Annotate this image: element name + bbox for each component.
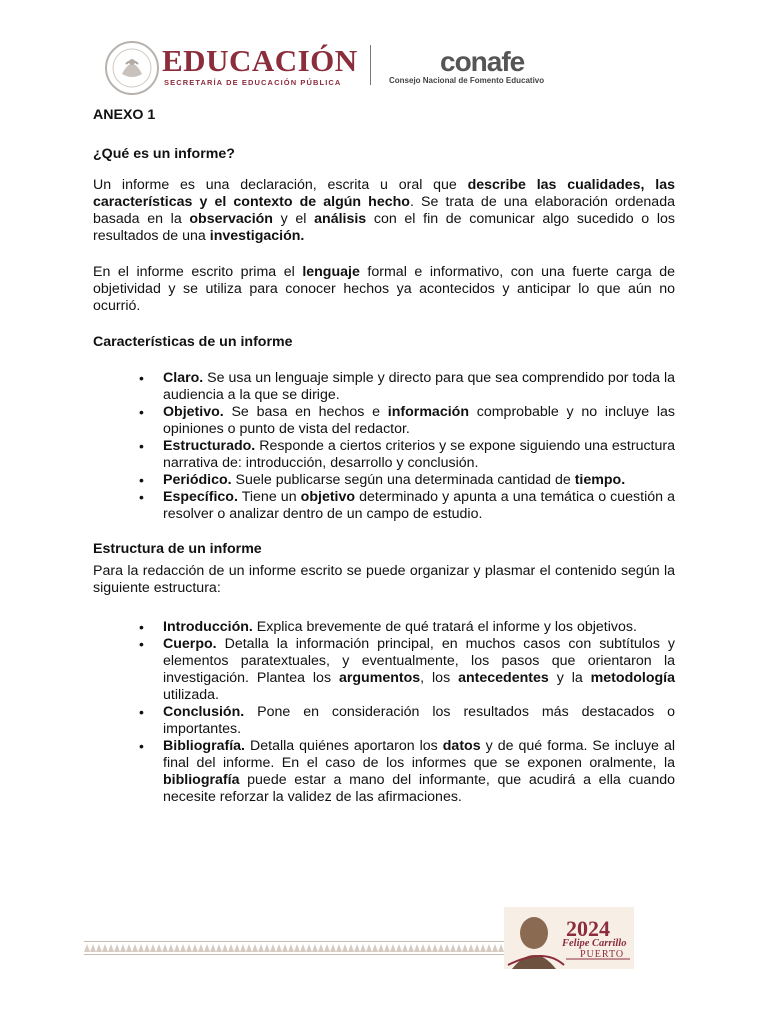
characteristics-list <box>93 370 675 523</box>
list-item: • Cuerpo. Detalla la información principal, en muchos casos con subtítulos y elementos paratextuales, y eventualmente, los pasos que orientaron la investigación. Plantea los argumentos, los antecedentes y la metodología utilizada. <box>163 636 675 704</box>
list-item: • Claro. Se usa un lenguaje simple y directo para que sea comprendido por toda la audiencia a la que se dirige. <box>163 370 675 404</box>
sep-subtitle: SECRETARÍA DE EDUCACIÓN PÚBLICA <box>164 78 342 87</box>
emblem-name: Felipe Carrillo <box>562 938 627 949</box>
conafe-logo-text: conafe <box>440 47 525 75</box>
annex-title: ANEXO 1 <box>93 107 156 123</box>
list-item: • Estructurado. Responde a ciertos criterios y se expone siguiendo una estructura narrativa de: introducción, desarrollo y conclusión. <box>163 438 675 472</box>
page-header <box>0 0 768 110</box>
list-item: • Introducción. Explica brevemente de qué tratará el informe y los objetivos. <box>163 619 675 636</box>
paragraph-language: En el informe escrito prima el lenguaje formal e informativo, con una fuerte carga de objetividad y se utiliza para conocer hechos ya acontecidos y anticipar lo que aún no ocurrió. <box>93 264 675 314</box>
list-item: • Conclusión. Pone en consideración los resultados más destacados o importantes. <box>163 704 675 738</box>
footer-decorative-band <box>84 938 504 958</box>
conafe-subtitle: Consejo Nacional de Fomento Educativo <box>389 76 545 85</box>
list-item: • Objetivo. Se basa en hechos e información comprobable y no incluye las opiniones o punto de vista del redactor. <box>163 404 675 438</box>
question-heading: ¿Qué es un informe? <box>93 146 235 162</box>
document-body <box>93 107 675 824</box>
structure-heading: Estructura de un informe <box>93 541 262 557</box>
list-item: • Específico. Tiene un objetivo determinado y apunta a una temática o cuestión a resolver o analizar dentro de un campo de estudio. <box>163 489 675 523</box>
educacion-title: EDUCACIÓN <box>162 43 358 78</box>
list-item: • Bibliografía. Detalla quiénes aportaron los datos y de qué forma. Se incluye al final del informe. En el caso de los informes que se exponen oralmente, la bibliografía puede estar a mano del informante, que acudirá a ella cuando necesite reforzar la validez de las afirmaciones. <box>163 738 675 806</box>
emblem-year: 2024 <box>566 916 610 941</box>
structure-list <box>93 619 675 806</box>
mexico-seal-icon <box>104 40 160 96</box>
emblem-puerto: PUERTO <box>580 949 625 960</box>
characteristics-heading: Características de un informe <box>93 334 293 350</box>
structure-intro: Para la redacción de un informe escrito se puede organizar y plasmar el contenido según la siguiente estructura: <box>93 563 675 596</box>
conafe-logo <box>440 47 534 75</box>
header-divider <box>370 45 371 85</box>
list-item: • Periódico. Suele publicarse según una determinada cantidad de tiempo. <box>163 472 675 489</box>
paragraph-definition: Un informe es una declaración, escrita u oral que describe las cualidades, las características y el contexto de algún hecho. Se trata de una elaboración ordenada basada en la observación y el análisis con el fin de comunicar algo sucedido o los resultados de una investigación. <box>93 177 675 244</box>
